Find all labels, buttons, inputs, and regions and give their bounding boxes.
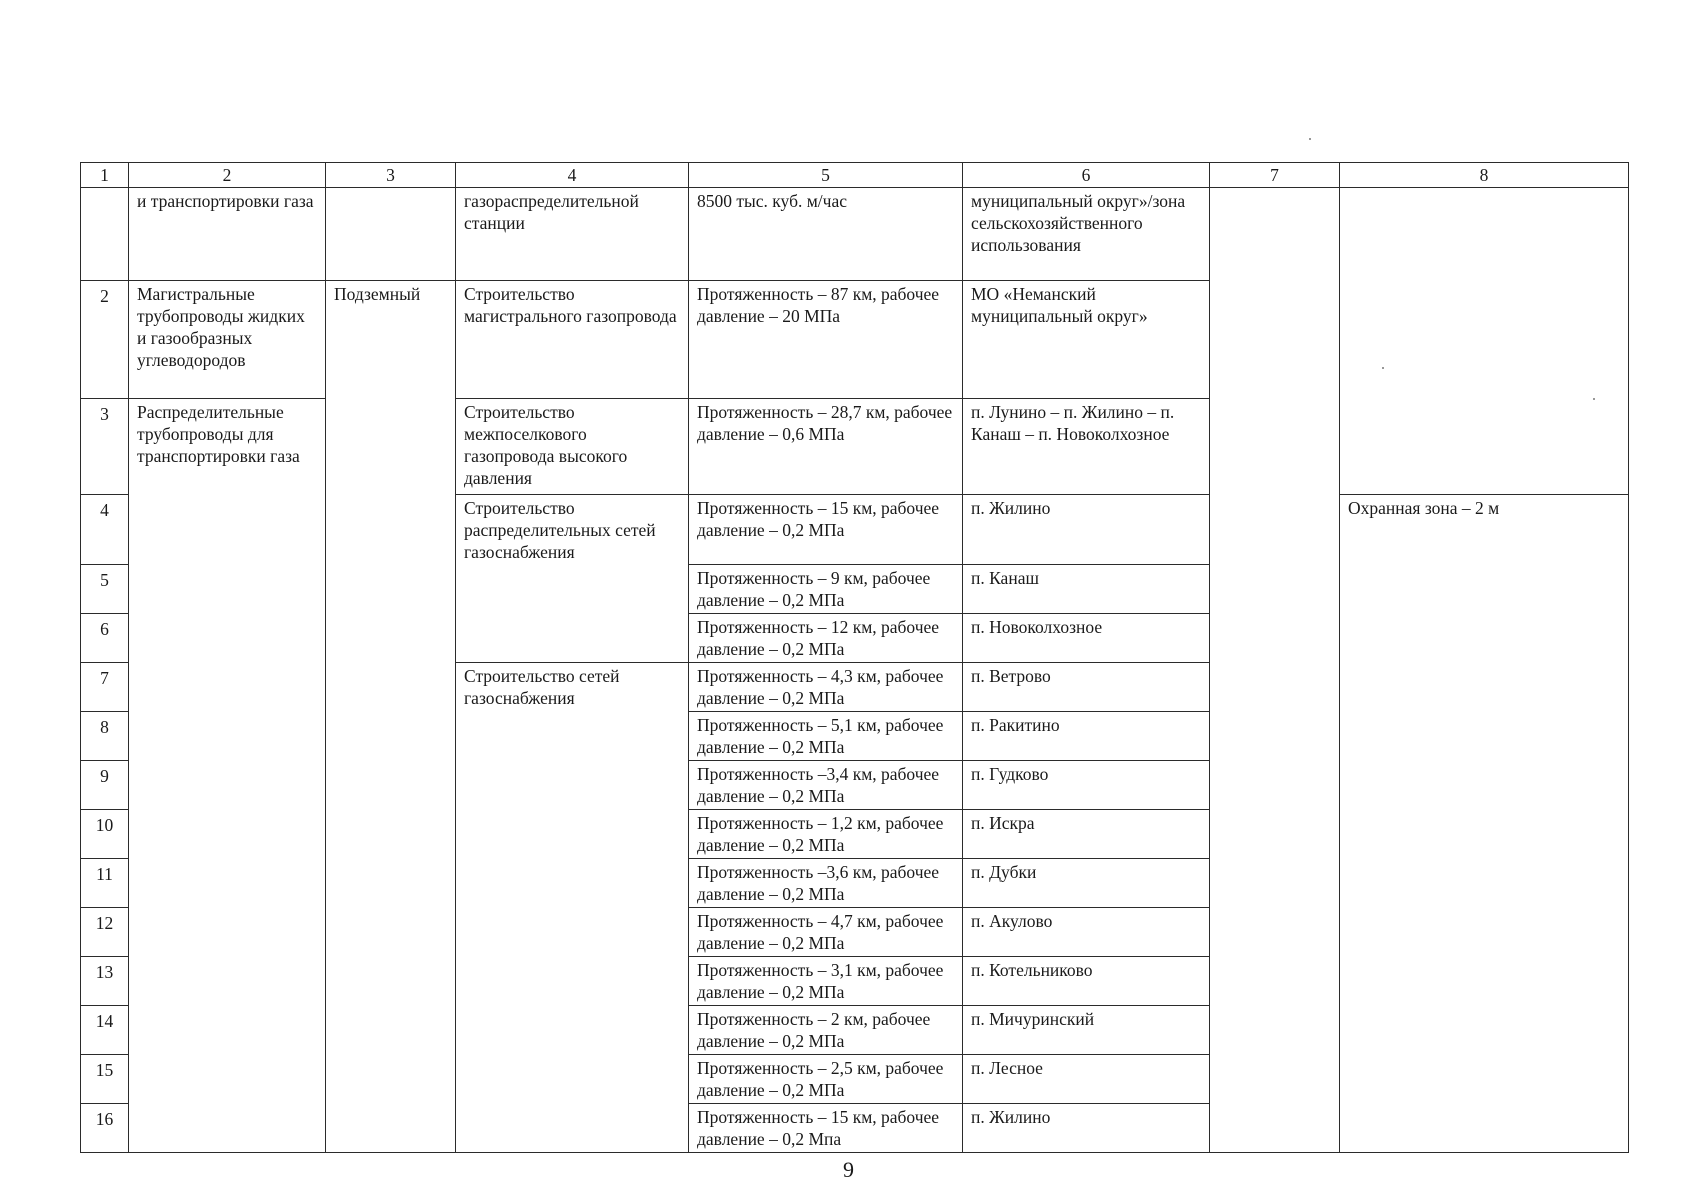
object-type-cell: Магистральные трубопроводы жидких и газообразных углеводородов [129,281,326,399]
scan-speck [1309,138,1311,140]
place-cell: п. Ракитино [963,712,1210,761]
purpose-cell: Строительство магистрального газопровода [456,281,689,399]
characteristics-cell: Протяженность – 1,2 км, рабочее давление – 0,2 МПа [689,810,963,859]
purpose-cell: Строительство сетей газоснабжения [456,663,689,1153]
row-number-cell: 16 [81,1104,129,1153]
planned-objects-table [80,162,1629,1153]
object-type-cell: и транспортировки газа [129,188,326,281]
place-cell: п. Лунино – п. Жилино – п. Канаш – п. Новоколхозное [963,399,1210,495]
place-cell: п. Жилино [963,495,1210,565]
column-header: 6 [963,163,1210,188]
row-number-cell: 5 [81,565,129,614]
row-number-cell: 8 [81,712,129,761]
row-number-cell: 7 [81,663,129,712]
purpose-cell: Строительство межпоселкового газопровода высокого давления [456,399,689,495]
characteristics-cell: Протяженность – 4,3 км, рабочее давление – 0,2 МПа [689,663,963,712]
characteristics-cell: Протяженность – 5,1 км, рабочее давление – 0,2 МПа [689,712,963,761]
purpose-cell: Строительство распределительных сетей газоснабжения [456,495,689,663]
row-number-cell: 15 [81,1055,129,1104]
location-type-cell [326,188,456,281]
location-type-cell: Подземный [326,281,456,1153]
table-row [81,188,1629,281]
column-7-cell [1210,188,1340,1153]
column-header: 1 [81,163,129,188]
place-cell: муниципальный округ»/зона сельскохозяйственного использования [963,188,1210,281]
characteristics-cell: Протяженность –3,6 км, рабочее давление – 0,2 МПа [689,859,963,908]
zone-cell [1340,188,1629,495]
row-number-cell: 4 [81,495,129,565]
characteristics-cell: Протяженность – 3,1 км, рабочее давление – 0,2 МПа [689,957,963,1006]
place-cell: п. Канаш [963,565,1210,614]
zone-cell: Охранная зона – 2 м [1340,495,1629,1153]
characteristics-cell: Протяженность –3,4 км, рабочее давление – 0,2 МПа [689,761,963,810]
scan-speck [1593,398,1595,400]
column-header: 5 [689,163,963,188]
page-number: 9 [843,1157,854,1182]
column-header: 3 [326,163,456,188]
row-number-cell: 10 [81,810,129,859]
row-number-cell: 3 [81,399,129,495]
place-cell: п. Ветрово [963,663,1210,712]
row-number-cell [81,188,129,281]
characteristics-cell: Протяженность – 15 км, рабочее давление – 0,2 МПа [689,495,963,565]
row-number-cell: 14 [81,1006,129,1055]
place-cell: п. Новоколхозное [963,614,1210,663]
place-cell: п. Котельниково [963,957,1210,1006]
row-number-cell: 9 [81,761,129,810]
place-cell: п. Жилино [963,1104,1210,1153]
characteristics-cell: 8500 тыс. куб. м/час [689,188,963,281]
purpose-cell: газораспределительной станции [456,188,689,281]
column-number-row [81,163,1629,188]
place-cell: п. Дубки [963,859,1210,908]
characteristics-cell: Протяженность – 4,7 км, рабочее давление – 0,2 МПа [689,908,963,957]
scan-speck [1382,367,1384,369]
characteristics-cell: Протяженность – 9 км, рабочее давление – 0,2 МПа [689,565,963,614]
column-header: 8 [1340,163,1629,188]
characteristics-cell: Протяженность – 2,5 км, рабочее давление – 0,2 МПа [689,1055,963,1104]
place-cell: п. Мичуринский [963,1006,1210,1055]
row-number-cell: 6 [81,614,129,663]
characteristics-cell: Протяженность – 28,7 км, рабочее давление – 0,6 МПа [689,399,963,495]
column-header: 7 [1210,163,1340,188]
object-type-cell: Распределительные трубопроводы для транспортировки газа [129,399,326,1153]
column-header: 2 [129,163,326,188]
row-number-cell: 2 [81,281,129,399]
place-cell: МО «Неманский муниципальный округ» [963,281,1210,399]
place-cell: п. Акулово [963,908,1210,957]
row-number-cell: 13 [81,957,129,1006]
place-cell: п. Искра [963,810,1210,859]
characteristics-cell: Протяженность – 15 км, рабочее давление – 0,2 Мпа [689,1104,963,1153]
row-number-cell: 12 [81,908,129,957]
row-number-cell: 11 [81,859,129,908]
characteristics-cell: Протяженность – 87 км, рабочее давление – 20 МПа [689,281,963,399]
place-cell: п. Гудково [963,761,1210,810]
characteristics-cell: Протяженность – 12 км, рабочее давление – 0,2 МПа [689,614,963,663]
characteristics-cell: Протяженность – 2 км, рабочее давление – 0,2 МПа [689,1006,963,1055]
column-header: 4 [456,163,689,188]
place-cell: п. Лесное [963,1055,1210,1104]
